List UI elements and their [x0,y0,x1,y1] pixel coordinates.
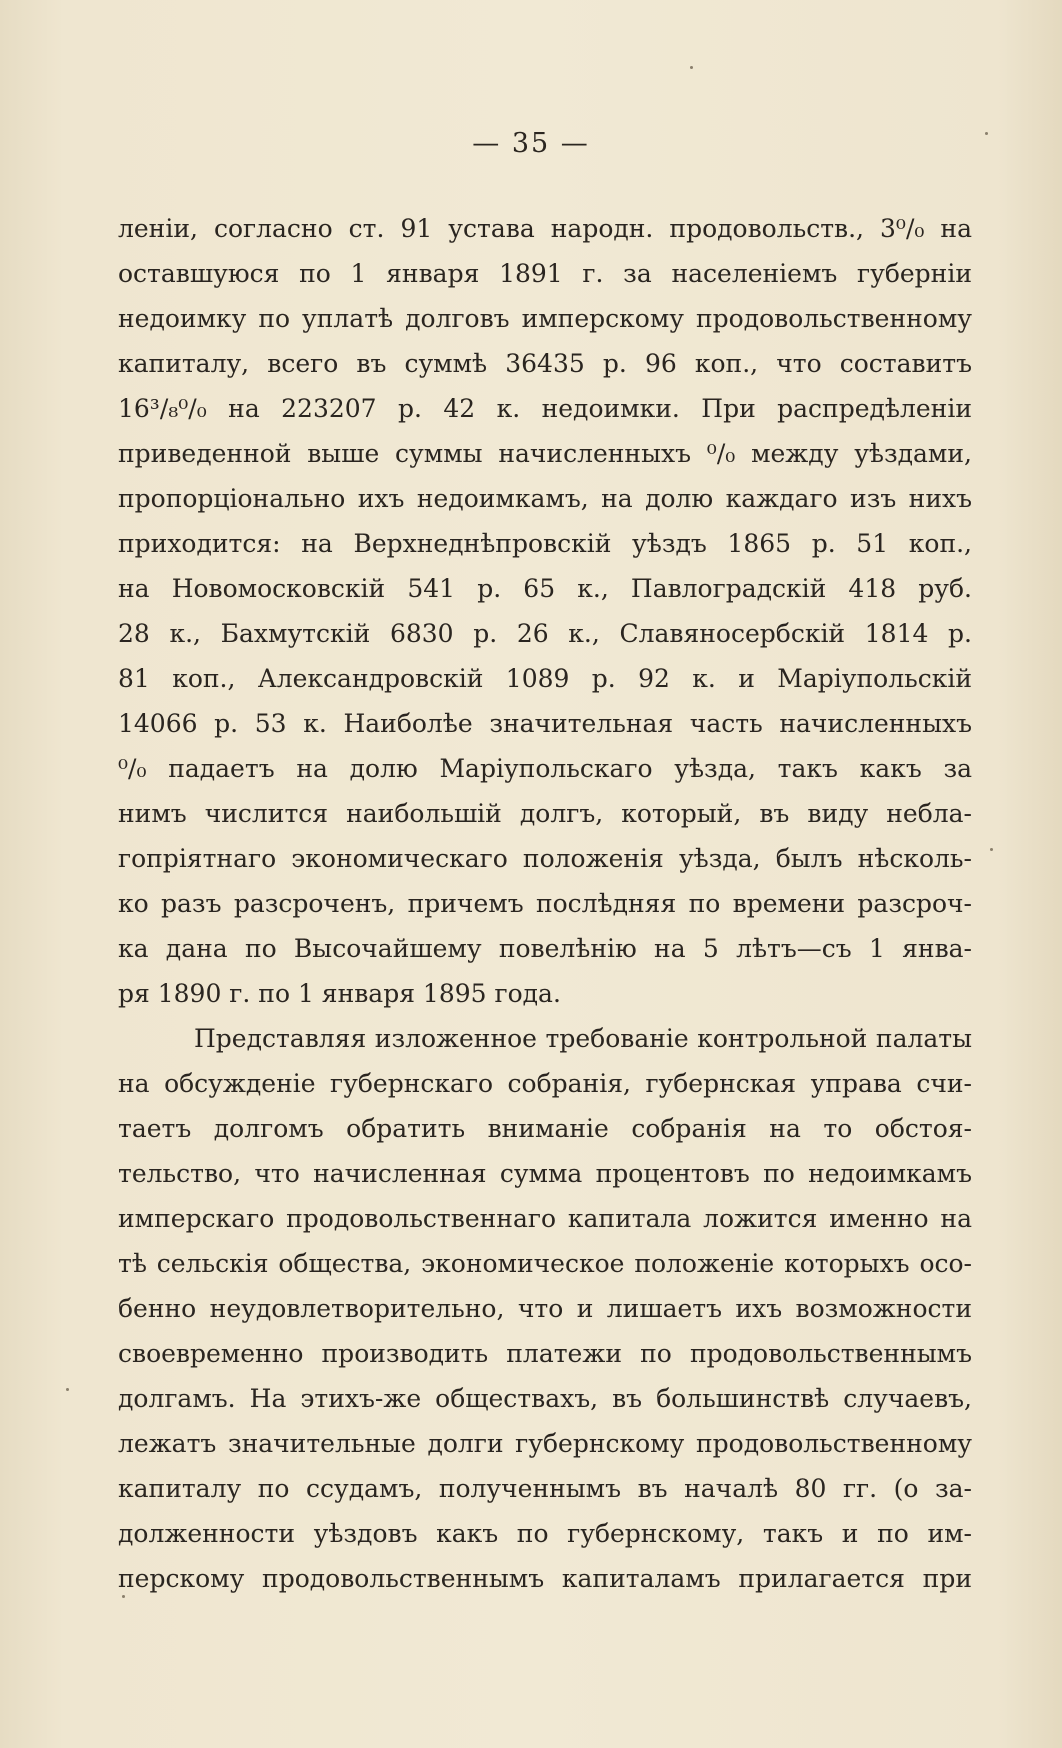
text-line: ко разъ разсроченъ, причемъ послѣдняя по времени разсроч- [118,889,972,918]
text-line: пропорціонально ихъ недоимкамъ, на долю каждаго изъ нихъ [118,484,972,513]
text-line: ⁰/₀ падаетъ на долю Маріупольскаго уѣзда, такъ какъ за [118,754,972,783]
text-line: 81 коп., Александровскій 1089 р. 92 к. и Маріупольскій [118,664,972,693]
text-line: имперскаго продовольственнаго капитала ложится именно на [118,1204,972,1233]
text-line: оставшуюся по 1 января 1891 г. за населеніемъ губерніи [118,259,972,288]
text-line: долгамъ. На этихъ-же обществахъ, въ большинствѣ случаевъ, [118,1384,972,1413]
text-line: на обсужденіе губернскаго собранія, губернская управа счи- [118,1069,972,1098]
paragraph-start-line: Представляя изложенное требованіе контрольной палаты [194,1024,972,1053]
page-number: — 35 — [472,128,590,159]
text-line: 16³/₈⁰/₀ на 223207 р. 42 к. недоимки. При распредѣленіи [118,394,972,423]
paper-speck [985,132,988,135]
text-line: приведенной выше суммы начисленныхъ ⁰/₀ между уѣздами, [118,439,972,468]
text-line: перскому продовольственнымъ капиталамъ прилагается при [118,1564,972,1593]
text-line: тѣ сельскія общества, экономическое положеніе которыхъ осо- [118,1249,972,1278]
paper-speck [990,848,993,851]
text-line: капиталу, всего въ суммѣ 36435 р. 96 коп., что составитъ [118,349,972,378]
text-line: капиталу по ссудамъ, полученнымъ въ началѣ 80 гг. (о за- [118,1474,972,1503]
text-line: нимъ числится наибольшій долгъ, который, въ виду небла- [118,799,972,828]
paper-speck [122,1595,125,1598]
text-line: бенно неудовлетворительно, что и лишаетъ ихъ возможности [118,1294,972,1323]
text-line: 28 к., Бахмутскій 6830 р. 26 к., Славяносербскій 1814 р. [118,619,972,648]
body-text [118,206,972,1601]
text-line: таетъ долгомъ обратить вниманіе собранія на то обстоя- [118,1114,972,1143]
text-line: ка дана по Высочайшему повелѣнію на 5 лѣтъ—съ 1 янва- [118,934,972,963]
paper-speck [66,1388,69,1391]
text-line: тельство, что начисленная сумма процентовъ по недоимкамъ [118,1159,972,1188]
text-line: долженности уѣздовъ какъ по губернскому, такъ и по им- [118,1519,972,1548]
text-line: своевременно производить платежи по продовольственнымъ [118,1339,972,1368]
text-line: ря 1890 г. по 1 января 1895 года. [118,979,561,1008]
text-line: 14066 р. 53 к. Наиболѣе значительная часть начисленныхъ [118,709,972,738]
text-line: лежатъ значительные долги губернскому продовольственному [118,1429,972,1458]
text-line: гопріятнаго экономическаго положенія уѣзда, былъ нѣсколь- [118,844,972,873]
text-line: леніи, согласно ст. 91 устава народн. продовольств., 3⁰/₀ на [118,214,972,243]
text-line: недоимку по уплатѣ долговъ имперскому продовольственному [118,304,972,333]
paper-speck [690,66,693,69]
text-line: приходится: на Верхнеднѣпровскій уѣздъ 1865 р. 51 коп., [118,529,972,558]
text-line: на Новомосковскій 541 р. 65 к., Павлоградскій 418 руб. [118,574,972,603]
